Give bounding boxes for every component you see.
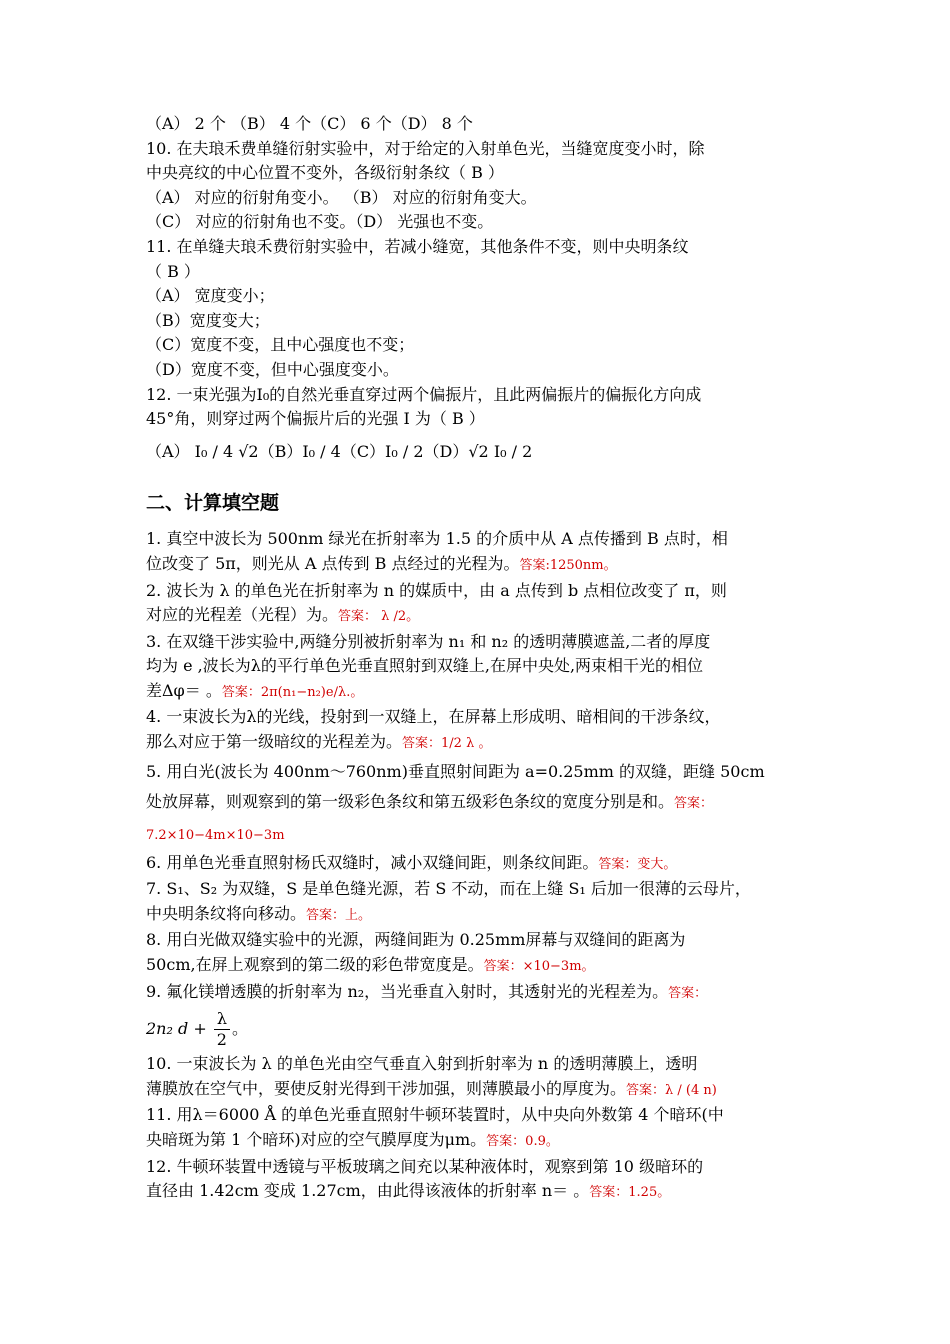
q10-line1: 10. 在夫琅禾费单缝衍射实验中，对于给定的入射单色光，当缝宽度变小时，除 bbox=[146, 138, 705, 158]
f8-line2: 50cm,在屏上观察到的第二级的彩色带宽度是。 bbox=[146, 955, 484, 975]
f3-answer: 答案：2π(n₁−n₂)e/λ.。 bbox=[221, 684, 364, 700]
f4-line1: 4. 一束波长为λ的光线，投射到一双缝上，在屏幕上形成明、暗相间的干涉条纹， bbox=[146, 707, 721, 727]
f5-answer-values: 7.2×10−4m×10−3m bbox=[146, 827, 285, 843]
f11-line1: 11. 用λ＝6000 Å 的单色光垂直照射牛顿环装置时，从中央向外数第 4 个暗环(中 bbox=[146, 1105, 724, 1125]
f11-line2: 央暗斑为第 1 个暗环)对应的空气膜厚度为μm。 bbox=[146, 1130, 487, 1149]
fill-12 bbox=[146, 1155, 810, 1206]
f2-line2: 对应的光程差（光程）为。 bbox=[146, 605, 339, 625]
f5-answer: 答案： bbox=[674, 795, 714, 811]
section-title: 二、计算填空题 bbox=[146, 492, 280, 515]
q11-line1: 11. 在单缝夫琅禾费衍射实验中，若减小缝宽，其他条件不变，则中央明条纹 bbox=[146, 236, 689, 256]
f2-line1: 2. 波长为 λ 的单色光在折射率为 n 的媒质中，由 a 点传到 b 点相位改变了 π，则 bbox=[146, 580, 727, 600]
fill-1 bbox=[146, 527, 810, 578]
q9-options: （A） 2 个 （B） 4 个（C） 6 个（D） 8 个 bbox=[146, 114, 473, 133]
q10-line3: （A） 对应的衍射角变小。 （B） 对应的衍射角变大。 bbox=[146, 187, 537, 207]
f2-answer: 答案： λ /2。 bbox=[338, 609, 420, 625]
q11-line2: （ B ） bbox=[146, 261, 200, 281]
f6-line1: 6. 用单色光垂直照射杨氏双缝时，减小双缝间距，则条纹间距。 bbox=[146, 852, 599, 872]
f6-answer: 答案：变大。 bbox=[598, 856, 677, 872]
question-12 bbox=[146, 383, 810, 465]
f9-fraction-denominator: 2 bbox=[216, 1030, 227, 1050]
f1-line1: 1. 真空中波长为 500nm 绿光在折射率为 1.5 的介质中从 A 点传播到 B 点时，相 bbox=[146, 529, 728, 549]
f4-line2: 那么对应于第一级暗纹的光程差为。 bbox=[146, 732, 403, 752]
fill-7 bbox=[146, 877, 810, 928]
f9-formula bbox=[146, 1006, 810, 1052]
f3-line1: 3. 在双缝干涉实验中,两缝分别被折射率为 n₁ 和 n₂ 的透明薄膜遮盖,二者的厚度 bbox=[146, 631, 711, 651]
fill-11 bbox=[146, 1103, 810, 1154]
q11-option-a: （A） 宽度变小； bbox=[146, 286, 275, 306]
f10-line2: 薄膜放在空气中，要使反射光得到干涉加强，则薄膜最小的厚度为。 bbox=[146, 1078, 627, 1098]
question-10 bbox=[146, 137, 810, 235]
f12-answer: 答案：1.25。 bbox=[589, 1185, 671, 1201]
q11-option-c: （C）宽度不变，且中心强度也不变； bbox=[146, 335, 415, 355]
f10-line1: 10. 一束波长为 λ 的单色光由空气垂直入射到折射率为 n 的透明薄膜上，透明 bbox=[146, 1054, 698, 1074]
f9-fraction-numerator: λ bbox=[214, 1009, 230, 1030]
q10-line2: 中央亮纹的中心位置不变外，各级衍射条纹（ B ） bbox=[146, 163, 504, 183]
f9-formula-end: 。 bbox=[231, 1019, 248, 1039]
f9-formula-left: 2n₂ d + bbox=[146, 1019, 207, 1039]
f12-line2: 直径由 1.42cm 变成 1.27cm，由此得该液体的折射率 n＝ 。 bbox=[146, 1181, 590, 1201]
f11-answer: 答案：0.9。 bbox=[486, 1134, 559, 1149]
f7-line1: 7. S₁、S₂ 为双缝，S 是单色缝光源，若 S 不动，而在上缝 S₁ 后加一很薄的云母片， bbox=[146, 879, 751, 899]
f1-answer: 答案:1250nm。 bbox=[519, 557, 617, 573]
document-page bbox=[146, 112, 810, 1206]
f8-answer: 答案：×10−3m。 bbox=[483, 959, 595, 975]
q12-line2: 45°角，则穿过两个偏振片后的光强 I 为（ B ） bbox=[146, 409, 485, 429]
f4-answer: 答案：1/2 λ 。 bbox=[402, 736, 492, 752]
f3-line2: 均为 e ,波长为λ的平行单色光垂直照射到双缝上,在屏中央处,两束相干光的相位 bbox=[146, 656, 704, 676]
f10-answer: 答案：λ / (4 n) bbox=[626, 1082, 717, 1098]
f12-line1: 12. 牛顿环装置中透镜与平板玻璃之间充以某种液体时，观察到第 10 级暗环的 bbox=[146, 1156, 704, 1176]
fill-6 bbox=[146, 851, 810, 878]
q12-line1: 12. 一束光强为I₀的自然光垂直穿过两个偏振片，且此两偏振片的偏振化方向成 bbox=[146, 384, 702, 404]
f7-line2: 中央明条纹将向移动。 bbox=[146, 903, 307, 923]
q11-option-b: （B）宽度变大； bbox=[146, 310, 270, 330]
f8-line1: 8. 用白光做双缝实验中的光源，两缝间距为 0.25mm屏幕与双缝间的距离为 bbox=[146, 930, 686, 950]
f5-line1: 5. 用白光(波长为 400nm～760nm)垂直照射间距为 a=0.25mm 的双缝，距缝 50cm bbox=[146, 761, 765, 781]
f9-answer: 答案： bbox=[668, 985, 708, 1001]
q11-option-d: （D）宽度不变，但中心强度变小。 bbox=[146, 359, 399, 379]
f9-fraction bbox=[214, 1009, 230, 1050]
fill-2 bbox=[146, 579, 810, 630]
fill-4 bbox=[146, 705, 810, 756]
q12-options: （A） I₀ / 4 √2（B）I₀ / 4（C）I₀ / 2（D）√2 I₀ / 2 bbox=[146, 441, 533, 461]
f5-line2: 处放屏幕，则观察到的第一级彩色条纹和第五级彩色条纹的宽度分别是和。 bbox=[146, 791, 675, 811]
fill-5 bbox=[146, 757, 810, 851]
q10-line4: （C） 对应的衍射角也不变。（D） 光强也不变。 bbox=[146, 212, 494, 232]
fill-8 bbox=[146, 928, 810, 979]
fill-10 bbox=[146, 1052, 810, 1103]
f3-line3: 差Δφ＝ 。 bbox=[146, 680, 222, 700]
fill-3 bbox=[146, 630, 810, 706]
f9-line1: 9. 氟化镁增透膜的折射率为 n₂，当光垂直入射时，其透射光的光程差为。 bbox=[146, 981, 669, 1001]
f7-answer: 答案：上。 bbox=[306, 907, 372, 923]
fill-9 bbox=[146, 980, 810, 1053]
question-11 bbox=[146, 235, 810, 383]
f1-line2: 位改变了 5π，则光从 A 点传到 B 点经过的光程为。 bbox=[146, 553, 520, 573]
